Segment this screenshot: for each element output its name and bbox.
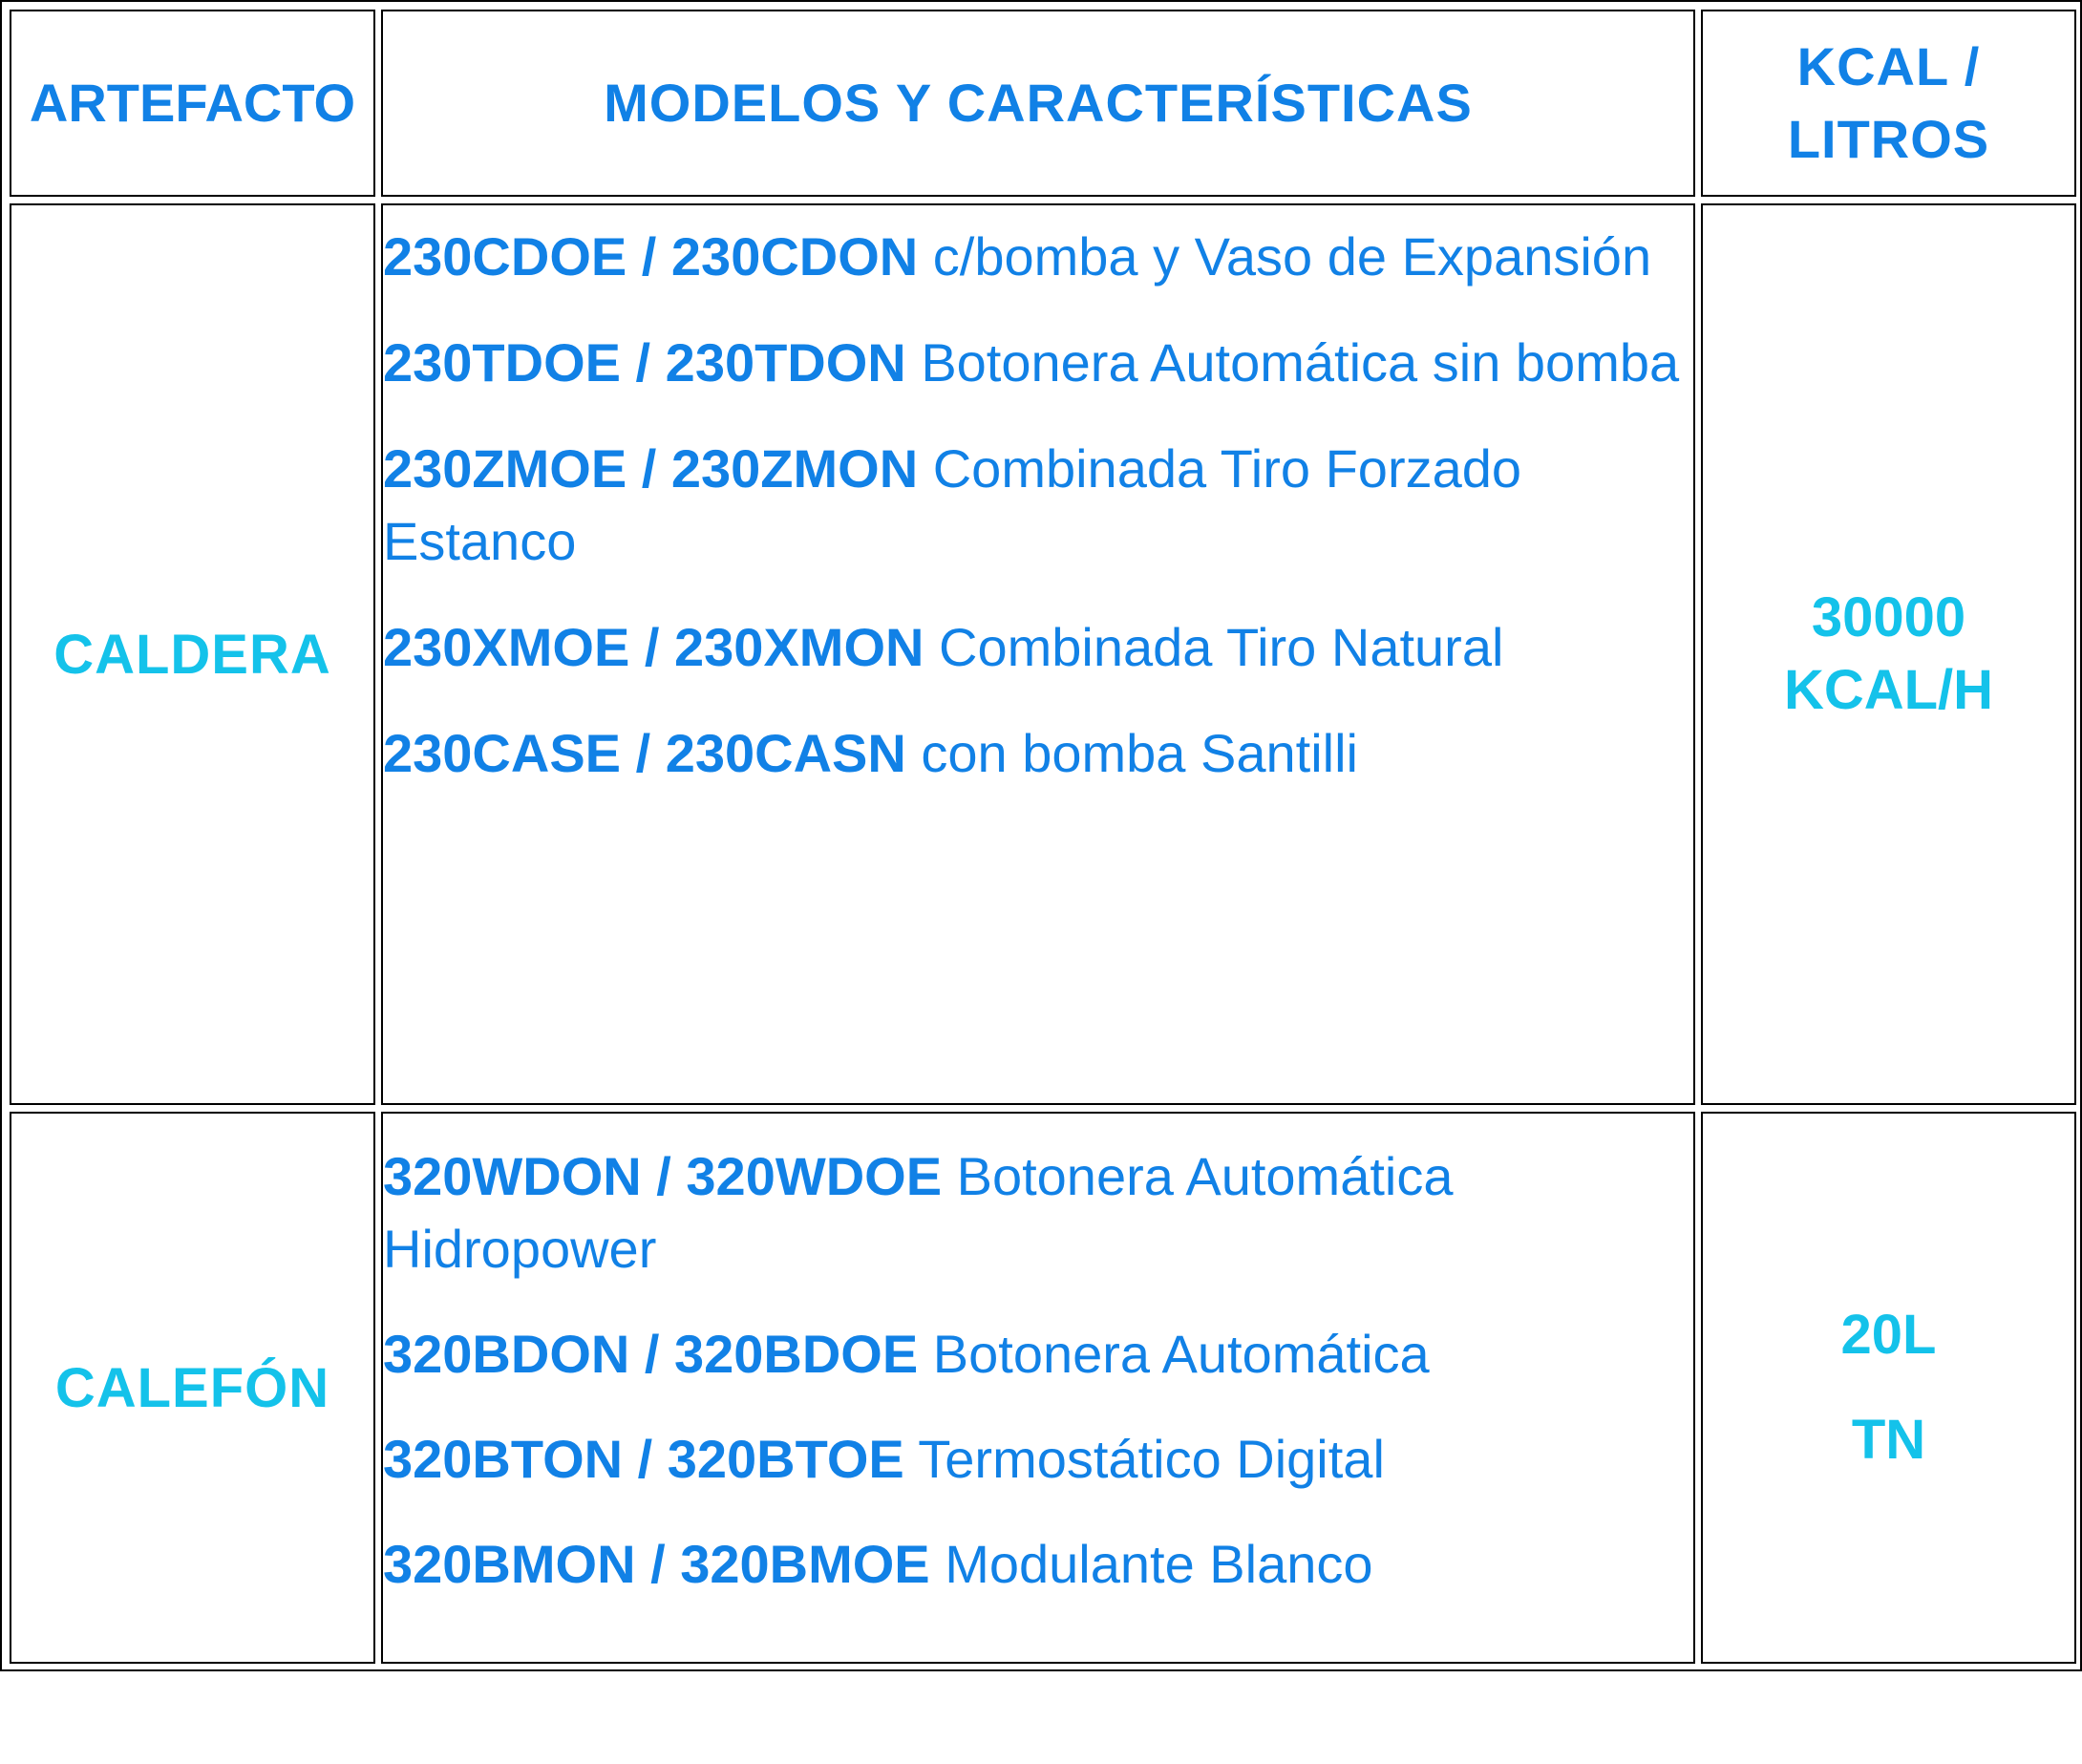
model-code: 230TDOE / 230TDON bbox=[383, 332, 906, 393]
model-desc: c/bomba y Vaso de Expansión bbox=[932, 226, 1652, 287]
model-code: 230CASE / 230CASN bbox=[383, 723, 906, 783]
models-calefon bbox=[381, 1112, 1695, 1664]
device-calefon: CALEFÓN bbox=[10, 1112, 375, 1664]
model-desc: Combinada Tiro Forzado Estanco bbox=[383, 438, 1522, 571]
capacity-value: 30000 bbox=[1811, 586, 1966, 648]
model-desc: Termostático Digital bbox=[918, 1429, 1385, 1489]
model-item bbox=[383, 327, 1684, 399]
model-code: 230CDOE / 230CDON bbox=[383, 226, 919, 287]
model-code: 320BDON / 320BDOE bbox=[383, 1324, 919, 1384]
model-desc: Botonera Automática Hidropower bbox=[383, 1146, 1454, 1279]
model-desc: Botonera Automática bbox=[932, 1324, 1430, 1384]
capacity-calefon bbox=[1701, 1112, 2076, 1664]
model-desc: con bomba Santilli bbox=[921, 723, 1358, 783]
model-item bbox=[383, 221, 1684, 293]
model-code: 320WDON / 320WDOE bbox=[383, 1146, 943, 1206]
capacity-unit: KCAL/H bbox=[1783, 659, 1994, 721]
model-code: 230XMOE / 230XMON bbox=[383, 617, 924, 677]
header-artefacto: ARTEFACTO bbox=[10, 10, 375, 197]
model-item bbox=[383, 1528, 1684, 1601]
model-code: 320BTON / 320BTOE bbox=[383, 1429, 904, 1489]
header-modelos: MODELOS Y CARACTERÍSTICAS bbox=[381, 10, 1695, 197]
model-item bbox=[383, 1318, 1684, 1391]
model-item bbox=[383, 717, 1684, 790]
model-desc: Modulante Blanco bbox=[945, 1534, 1373, 1594]
model-desc: Botonera Automática sin bomba bbox=[921, 332, 1680, 393]
header-kcal-litros: KCAL / LITROS bbox=[1701, 10, 2076, 197]
model-code: 320BMON / 320BMOE bbox=[383, 1534, 930, 1594]
models-caldera bbox=[381, 203, 1695, 1105]
capacity-caldera bbox=[1701, 203, 2076, 1105]
capacity-value: 20L bbox=[1840, 1304, 1937, 1366]
model-code: 230ZMOE / 230ZMON bbox=[383, 438, 919, 499]
capacity-unit: TN bbox=[1851, 1409, 1926, 1471]
model-desc: Combinada Tiro Natural bbox=[939, 617, 1504, 677]
model-item bbox=[383, 1140, 1684, 1286]
model-item bbox=[383, 1423, 1684, 1496]
device-caldera: CALDERA bbox=[10, 203, 375, 1105]
model-item bbox=[383, 611, 1684, 684]
model-item bbox=[383, 433, 1684, 578]
